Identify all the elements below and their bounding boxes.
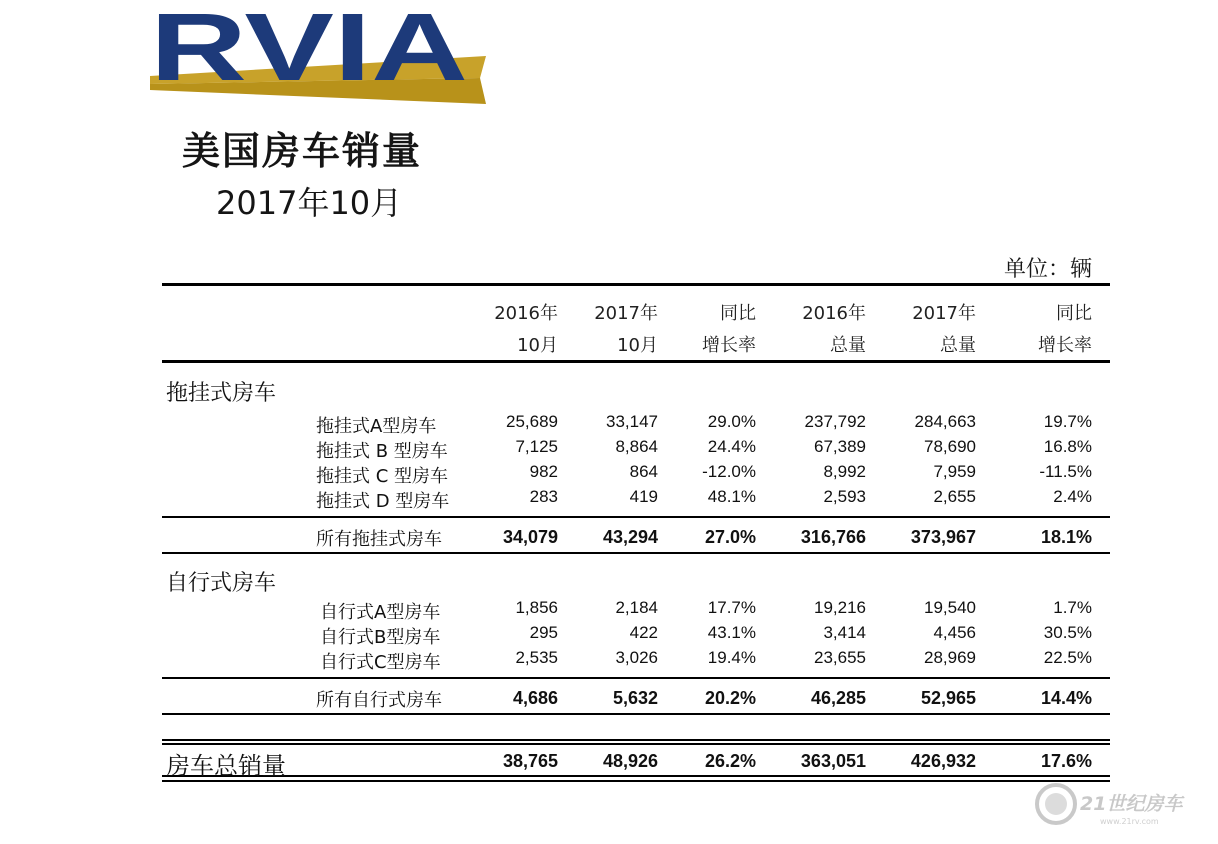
- table-cell: 16.8%: [1043, 437, 1092, 456]
- total-cell: 363,051: [800, 751, 866, 771]
- total-cell: 17.6%: [1040, 751, 1092, 771]
- column-header: 2017年 总量: [912, 303, 976, 356]
- watermark-logo: [1034, 780, 1214, 830]
- row-label: 拖挂式 B 型房车: [316, 441, 448, 462]
- logo-text: RVIA: [150, 4, 468, 101]
- table-cell: 22.5%: [1043, 648, 1092, 667]
- row-label: 自行式B型房车: [320, 627, 441, 648]
- grand-total-label: 房车总销量: [166, 752, 286, 780]
- row-label: 自行式A型房车: [320, 602, 441, 623]
- table-cell: 2,593: [823, 487, 866, 506]
- total-row-label: 所有自行式房车: [316, 690, 442, 711]
- watermark-text: 21世纪房车: [1080, 793, 1183, 815]
- table-cell: 78,690: [924, 437, 976, 456]
- motorized-total-bottom-rule: [162, 713, 1110, 715]
- table-cell: 48.1%: [707, 487, 756, 506]
- column-header: 同比 增长率: [1038, 303, 1092, 356]
- table-top-rule: [162, 283, 1110, 286]
- column-header: 2016年 总量: [802, 303, 866, 356]
- total-cell: 26.2%: [704, 751, 756, 771]
- table-cell: 2.4%: [1053, 487, 1092, 506]
- table-cell: 4,456: [933, 623, 976, 642]
- page-title: 美国房车销量: [182, 129, 423, 173]
- table-cell: 422: [629, 623, 658, 642]
- table-cell: 1,856: [515, 598, 558, 617]
- table-cell: 25,689: [506, 412, 558, 431]
- table-cell: 864: [629, 462, 658, 481]
- table-cell: 3,026: [615, 648, 658, 667]
- total-cell: 38,765: [502, 751, 558, 771]
- table-cell: 1.7%: [1053, 598, 1092, 617]
- table-cell: 982: [529, 462, 558, 481]
- table-cell: 284,663: [914, 412, 976, 431]
- table-cell: 295: [529, 623, 558, 642]
- table-cell: 419: [629, 487, 658, 506]
- row-label: 拖挂式A型房车: [316, 416, 437, 437]
- table-cell: 8,864: [615, 437, 658, 456]
- grand-total-top-rule-2: [162, 743, 1110, 745]
- table-cell: 67,389: [814, 437, 866, 456]
- table-cell: 28,969: [924, 648, 976, 667]
- grand-total-bottom-rule-1: [162, 775, 1110, 777]
- table-cell: 2,184: [615, 598, 658, 617]
- table-cell: 29.0%: [707, 412, 756, 431]
- table-cell: 43.1%: [707, 623, 756, 642]
- motorized-total-top-rule: [162, 677, 1110, 679]
- row-label: 自行式C型房车: [320, 652, 441, 673]
- table-cell: 2,535: [515, 648, 558, 667]
- table-cell: 19.4%: [707, 648, 756, 667]
- total-cell: 373,967: [910, 527, 976, 547]
- table-cell: 283: [529, 487, 558, 506]
- total-cell: 43,294: [602, 527, 658, 547]
- grand-total-top-rule-1: [162, 739, 1110, 741]
- table-cell: 237,792: [804, 412, 866, 431]
- unit-label: 单位：辆: [1003, 257, 1092, 282]
- total-cell: 5,632: [612, 688, 658, 708]
- table-cell: 19,216: [814, 598, 866, 617]
- table-cell: 24.4%: [707, 437, 756, 456]
- table-cell: -12.0%: [702, 462, 756, 481]
- watermark-url: www.21rv.com: [1100, 817, 1159, 826]
- towable-total-bottom-rule: [162, 552, 1110, 554]
- table-cell: 7,959: [933, 462, 976, 481]
- section-title-towable: 拖挂式房车: [166, 381, 277, 406]
- table-cell: 19.7%: [1043, 412, 1092, 431]
- table-cell: 8,992: [823, 462, 866, 481]
- table-cell: 30.5%: [1043, 623, 1092, 642]
- table-cell: 19,540: [924, 598, 976, 617]
- column-header: 2016年 10月: [494, 303, 558, 356]
- total-cell: 18.1%: [1040, 527, 1092, 547]
- total-row-label: 所有拖挂式房车: [316, 529, 442, 550]
- row-label: 拖挂式 D 型房车: [316, 491, 450, 512]
- row-label: 拖挂式 C 型房车: [316, 466, 449, 487]
- section-title-motorized: 自行式房车: [166, 571, 277, 596]
- towable-total-top-rule: [162, 516, 1110, 518]
- total-cell: 20.2%: [704, 688, 756, 708]
- table-cell: 3,414: [823, 623, 866, 642]
- column-header: 2017年 10月: [594, 303, 658, 356]
- total-cell: 426,932: [910, 751, 976, 771]
- total-cell: 316,766: [800, 527, 866, 547]
- total-cell: 14.4%: [1040, 688, 1092, 708]
- grand-total-bottom-rule-2: [162, 780, 1110, 782]
- total-cell: 48,926: [602, 751, 658, 771]
- table-cell: -11.5%: [1039, 462, 1092, 481]
- table-cell: 17.7%: [707, 598, 756, 617]
- total-cell: 52,965: [920, 688, 976, 708]
- total-cell: 27.0%: [704, 527, 756, 547]
- page-subtitle: 2017年10月: [216, 184, 403, 222]
- total-cell: 34,079: [502, 527, 558, 547]
- column-header: 同比 增长率: [702, 303, 756, 356]
- total-cell: 46,285: [810, 688, 866, 708]
- table-cell: 2,655: [933, 487, 976, 506]
- total-cell: 4,686: [512, 688, 558, 708]
- table-cell: 23,655: [814, 648, 866, 667]
- table-cell: 33,147: [606, 412, 658, 431]
- rvia-logo: [150, 4, 486, 106]
- table-cell: 7,125: [515, 437, 558, 456]
